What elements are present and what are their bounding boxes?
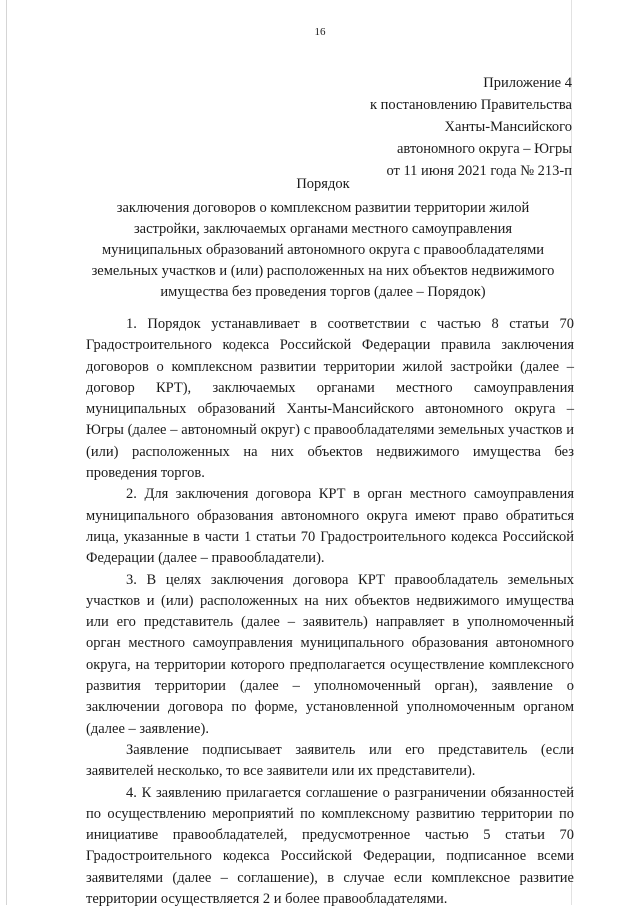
- paragraph-4: 4. К заявлению прилагается соглашение о разграничении обязанностей по осуществлению мероприятий по комплексному развитию территории по инициативе правообладателей, предусмотренное частью 5 статьи 70 Градостроительного кодекса Российской Федерации, подписанное всеми заявителями (далее – соглашение), в случае если комплексное развитие территории осуществляется 2 и более правообладателями.: [86, 784, 574, 908]
- paragraph-3: 3. В целях заключения договора КРТ правообладатель земельных участков и (или) расположенных на них объектов недвижимого имущества или его представитель (далее – заявитель) направляет в уполномоченный орган местного самоуправления муниципального образования автономного округа, на территории которого предполагается осуществление комплексного развития территории (далее – уполномоченный орган), заявление о заключении договора по форме, установленной уполномоченным органом (далее – заявление).: [86, 571, 574, 737]
- appendix-line: к постановлению Правительства: [370, 97, 572, 113]
- document-title: Порядок: [296, 176, 350, 192]
- page-number: 16: [314, 26, 326, 38]
- paragraph-3-note: Заявление подписывает заявитель или его представитель (если заявителей несколько, то все заявители или их представители).: [86, 741, 574, 780]
- paragraph-2: 2. Для заключения договора КРТ в орган местного самоуправления муниципального образования автономного округа имеют право обратиться лица, указанные в части 1 статьи 70 Градостроительного кодекса Российской Федерации (далее – правообладатели).: [86, 486, 574, 567]
- appendix-line: Приложение 4: [483, 75, 572, 91]
- paragraph-1: 1. Порядок устанавливает в соответствии с частью 8 статьи 70 Градостроительного кодекса Российской Федерации правила заключения договоров о комплексном развитии территории жилой застройки (далее – договор КРТ), заключаемых органами местного самоуправления муниципальных образований Ханты-Мансийского автономного округа – Югры (далее – автономный округ) с правообладателями земельных участков и (или) расположенных на них объектов недвижимого имущества без проведения торгов.: [86, 316, 574, 482]
- appendix-line: автономного округа – Югры: [396, 141, 572, 157]
- appendix-line: Ханты-Мансийского: [444, 119, 572, 135]
- scan-edge-line: [6, 0, 7, 905]
- appendix-line: от 11 июня 2021 года № 213-п: [386, 163, 572, 179]
- appendix-header: [370, 72, 572, 182]
- document-body: [86, 314, 574, 910]
- document-heading: [86, 174, 560, 303]
- document-subtitle: заключения договоров о комплексном развитии территории жилой застройки, заключаемых органами местного самоуправления муниципальных образований автономного округа с правообладателями земельных участков и (или) расположенных на них объектов недвижимого имущества без проведения торгов (далее – Порядок): [91, 200, 555, 300]
